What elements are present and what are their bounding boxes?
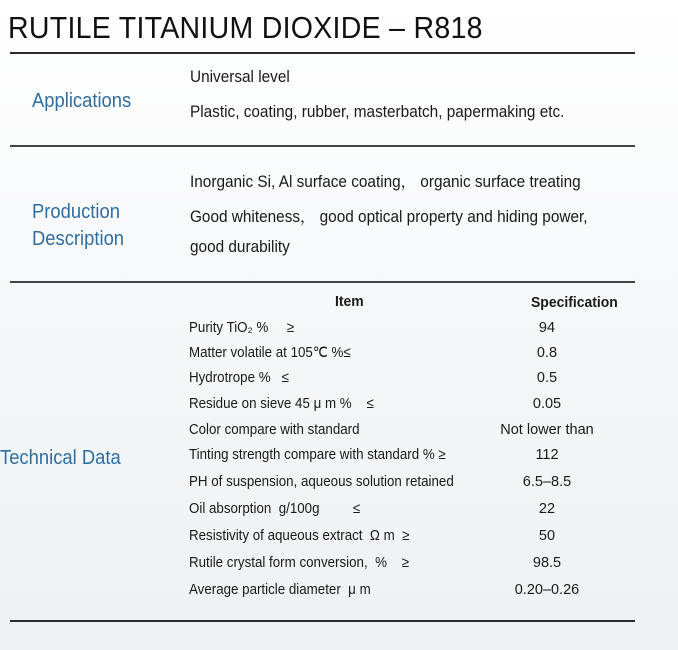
table-row-spec: 6.5–8.5: [522, 474, 572, 490]
table-row-item: Resistivity of aqueous extract Ω m ≥: [189, 528, 410, 544]
applications-label: Applications: [32, 90, 132, 112]
table-row-spec: 0.05: [532, 396, 562, 412]
production-line-3: good durability: [190, 238, 290, 256]
page-title: RUTILE TITANIUM DIOXIDE – R818: [8, 10, 483, 45]
table-row-spec: 94: [538, 320, 556, 336]
table-row-item: Residue on sieve 45 μ m % ≤: [189, 396, 374, 412]
production-line-1: Inorganic Si, Al surface coating， organic surface treating: [190, 173, 581, 191]
table-row-item: Oil absorption g/100g ≤: [189, 501, 361, 517]
table-header-specification: Specification: [531, 294, 618, 311]
table-header-item: Item: [335, 293, 364, 310]
applications-line-1: Universal level: [190, 68, 290, 86]
production-label-line-1: Production: [32, 201, 120, 223]
table-row-spec: 98.5: [532, 555, 562, 571]
table-row-item: PH of suspension, aqueous solution retained: [189, 474, 454, 490]
table-row-spec: 0.8: [536, 345, 558, 361]
table-row-spec: 0.20–0.26: [514, 582, 580, 598]
table-row-item: Color compare with standard: [189, 422, 360, 438]
divider: [10, 620, 635, 622]
applications-line-2: Plastic, coating, rubber, masterbatch, papermaking etc.: [190, 103, 565, 121]
divider: [10, 281, 635, 283]
technical-data-label: Technical Data: [0, 447, 121, 469]
divider: [10, 52, 635, 54]
table-row-item: Rutile crystal form conversion, % ≥: [189, 555, 410, 571]
table-row-item: Average particle diameter μ m: [189, 582, 371, 598]
table-row-spec: 50: [538, 528, 556, 544]
table-row-spec: 0.5: [536, 370, 558, 386]
table-row-item: Purity TiO₂ % ≥: [189, 320, 295, 336]
production-line-2: Good whiteness， good optical property and hiding power,: [190, 208, 588, 226]
table-row-spec: Not lower than: [500, 422, 594, 438]
table-row-item: Hydrotrope % ≤: [189, 370, 290, 386]
table-row-spec: 22: [538, 501, 556, 517]
table-row-spec: 112: [535, 447, 559, 463]
production-label-line-2: Description: [32, 228, 125, 250]
table-row-item: Matter volatile at 105℃ %≤: [189, 345, 351, 361]
divider: [10, 145, 635, 147]
table-row-item: Tinting strength compare with standard % ≥: [189, 447, 446, 463]
